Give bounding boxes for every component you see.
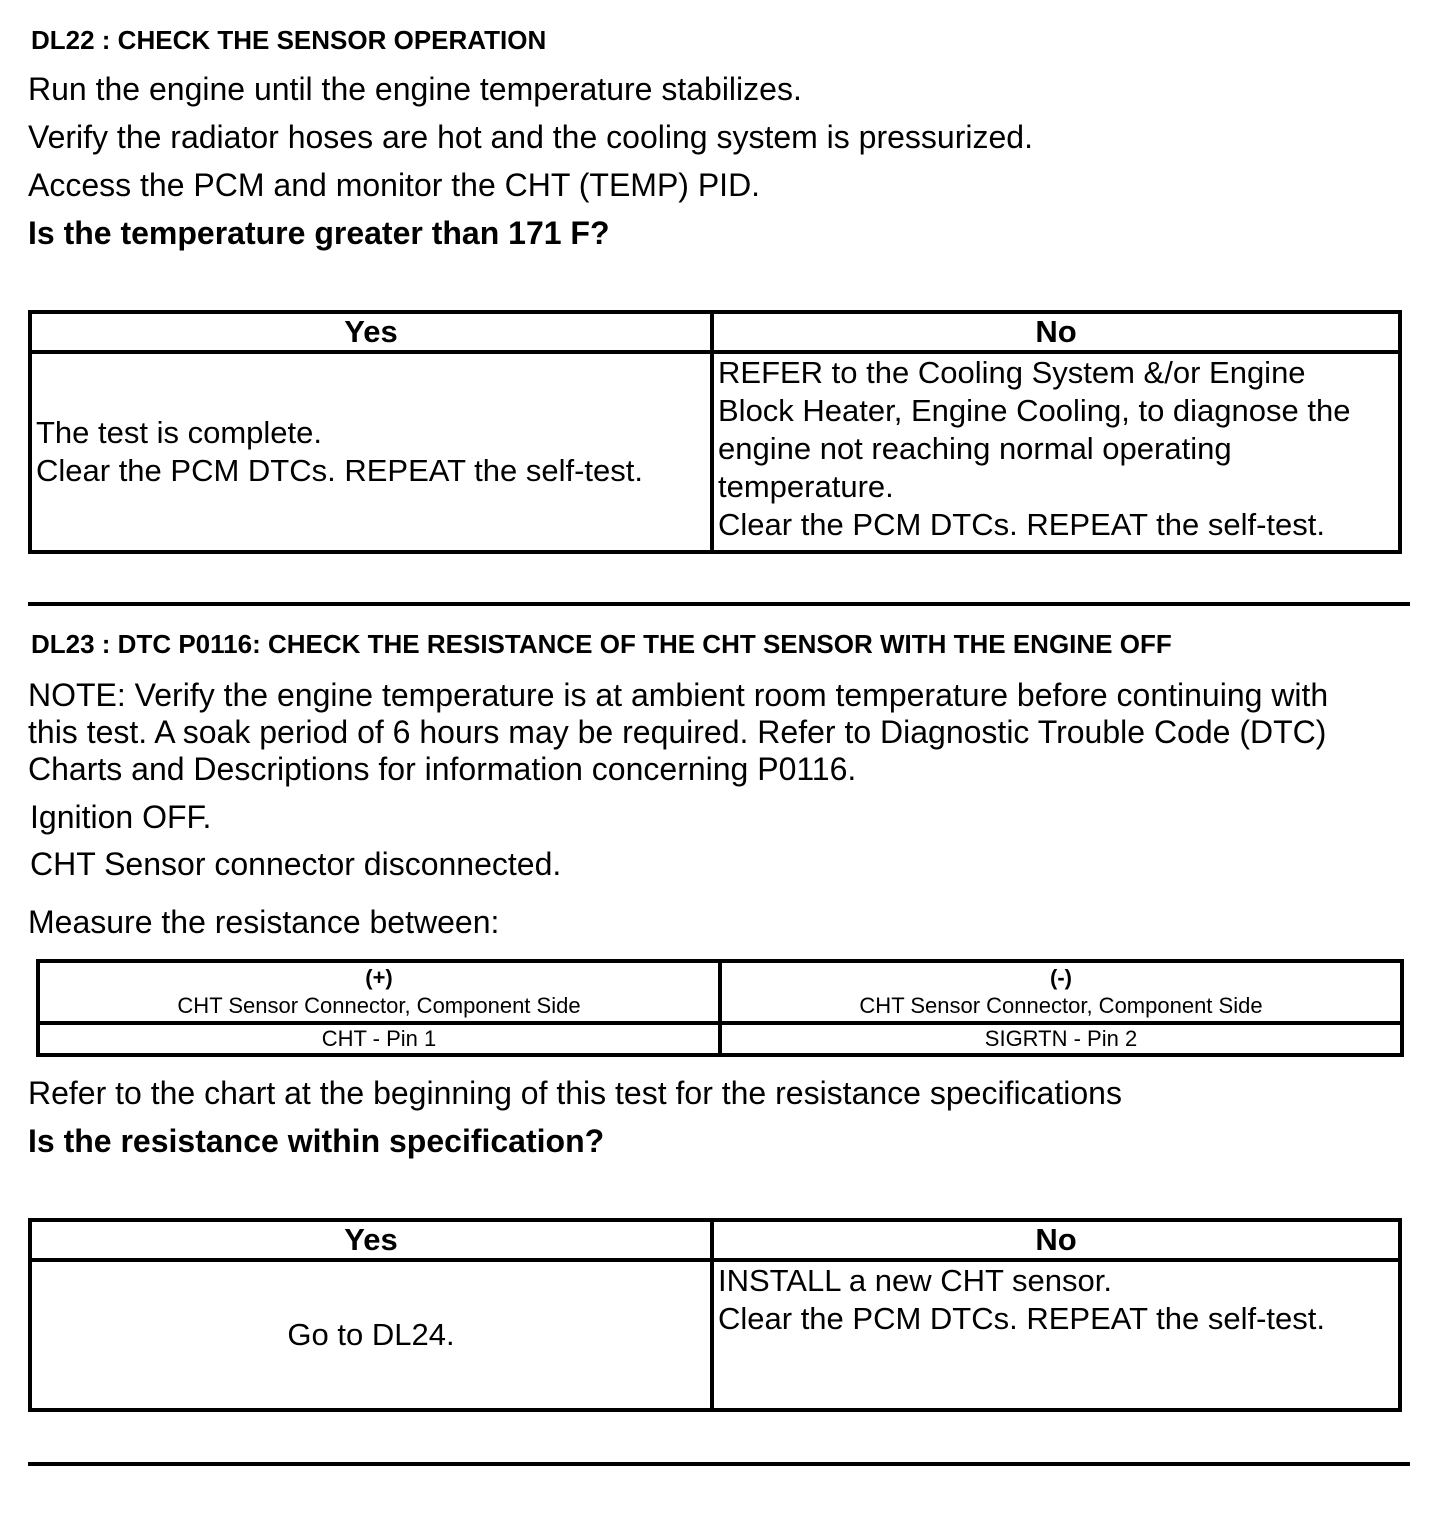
section-divider-1 xyxy=(28,602,1410,606)
dl22-step-3: Access the PCM and monitor the CHT (TEMP) PID. xyxy=(28,167,761,203)
dl22-no-line-2: Block Heater, Engine Cooling, to diagnose the xyxy=(718,393,1351,428)
dl23-no-line-1: INSTALL a new CHT sensor. xyxy=(718,1263,1112,1298)
dl23-question: Is the resistance within specification? xyxy=(28,1123,605,1159)
dl22-step-1: Run the engine until the engine temperature stabilizes. xyxy=(28,71,802,107)
dl22-no-line-1: REFER to the Cooling System &/or Engine xyxy=(718,355,1306,390)
measure-positive-header xyxy=(38,961,720,1023)
dl22-no-cell xyxy=(712,352,1400,552)
dl23-yes-header: Yes xyxy=(30,1220,712,1260)
dl23-note-line-1: NOTE: Verify the engine temperature is at ambient room temperature before continuing with xyxy=(28,677,1329,713)
dl23-no-line-2: Clear the PCM DTCs. REPEAT the self-test. xyxy=(718,1301,1325,1336)
dl23-yes-cell: Go to DL24. xyxy=(30,1260,712,1410)
dl22-heading: DL22 : CHECK THE SENSOR OPERATION xyxy=(31,25,547,55)
measure-positive-value: CHT - Pin 1 xyxy=(38,1023,720,1055)
section-divider-2 xyxy=(28,1462,1410,1466)
dl23-step-1: Ignition OFF. xyxy=(30,799,212,835)
dl23-note-line-2: this test. A soak period of 6 hours may be required. Refer to Diagnostic Trouble Code (DTC) xyxy=(28,714,1327,750)
dl22-yes-cell xyxy=(30,352,712,552)
dl22-no-line-3: engine not reaching normal operating xyxy=(718,431,1232,466)
dl23-heading: DL23 : DTC P0116: CHECK THE RESISTANCE OF THE CHT SENSOR WITH THE ENGINE OFF xyxy=(31,629,1172,659)
dl22-no-header: No xyxy=(712,312,1400,352)
dl23-decision-table xyxy=(28,1218,1402,1412)
dl22-decision-table xyxy=(28,310,1402,554)
measure-positive-label: CHT Sensor Connector, Component Side xyxy=(177,993,581,1018)
dl22-yes-header: Yes xyxy=(30,312,712,352)
dl23-note-line-3: Charts and Descriptions for information concerning P0116. xyxy=(28,751,857,787)
dl23-no-header: No xyxy=(712,1220,1400,1260)
measure-negative-value: SIGRTN - Pin 2 xyxy=(720,1023,1402,1055)
dl22-yes-line-2: Clear the PCM DTCs. REPEAT the self-test. xyxy=(36,453,643,488)
dl23-measure-intro: Measure the resistance between: xyxy=(28,904,500,940)
dl22-question: Is the temperature greater than 171 F? xyxy=(28,215,610,251)
dl22-no-line-5: Clear the PCM DTCs. REPEAT the self-test. xyxy=(718,507,1325,542)
dl23-measure-table xyxy=(36,959,1404,1057)
measure-positive-symbol: (+) xyxy=(365,965,393,990)
dl23-refer-text: Refer to the chart at the beginning of this test for the resistance specifications xyxy=(28,1075,1122,1111)
dl22-no-line-4: temperature. xyxy=(718,469,894,504)
measure-negative-label: CHT Sensor Connector, Component Side xyxy=(859,993,1263,1018)
dl22-yes-line-1: The test is complete. xyxy=(36,415,323,450)
measure-negative-symbol: (-) xyxy=(1050,965,1072,990)
dl22-step-2: Verify the radiator hoses are hot and the cooling system is pressurized. xyxy=(28,119,1033,155)
dl23-no-cell xyxy=(712,1260,1400,1410)
measure-negative-header xyxy=(720,961,1402,1023)
dl23-step-2: CHT Sensor connector disconnected. xyxy=(30,846,562,882)
